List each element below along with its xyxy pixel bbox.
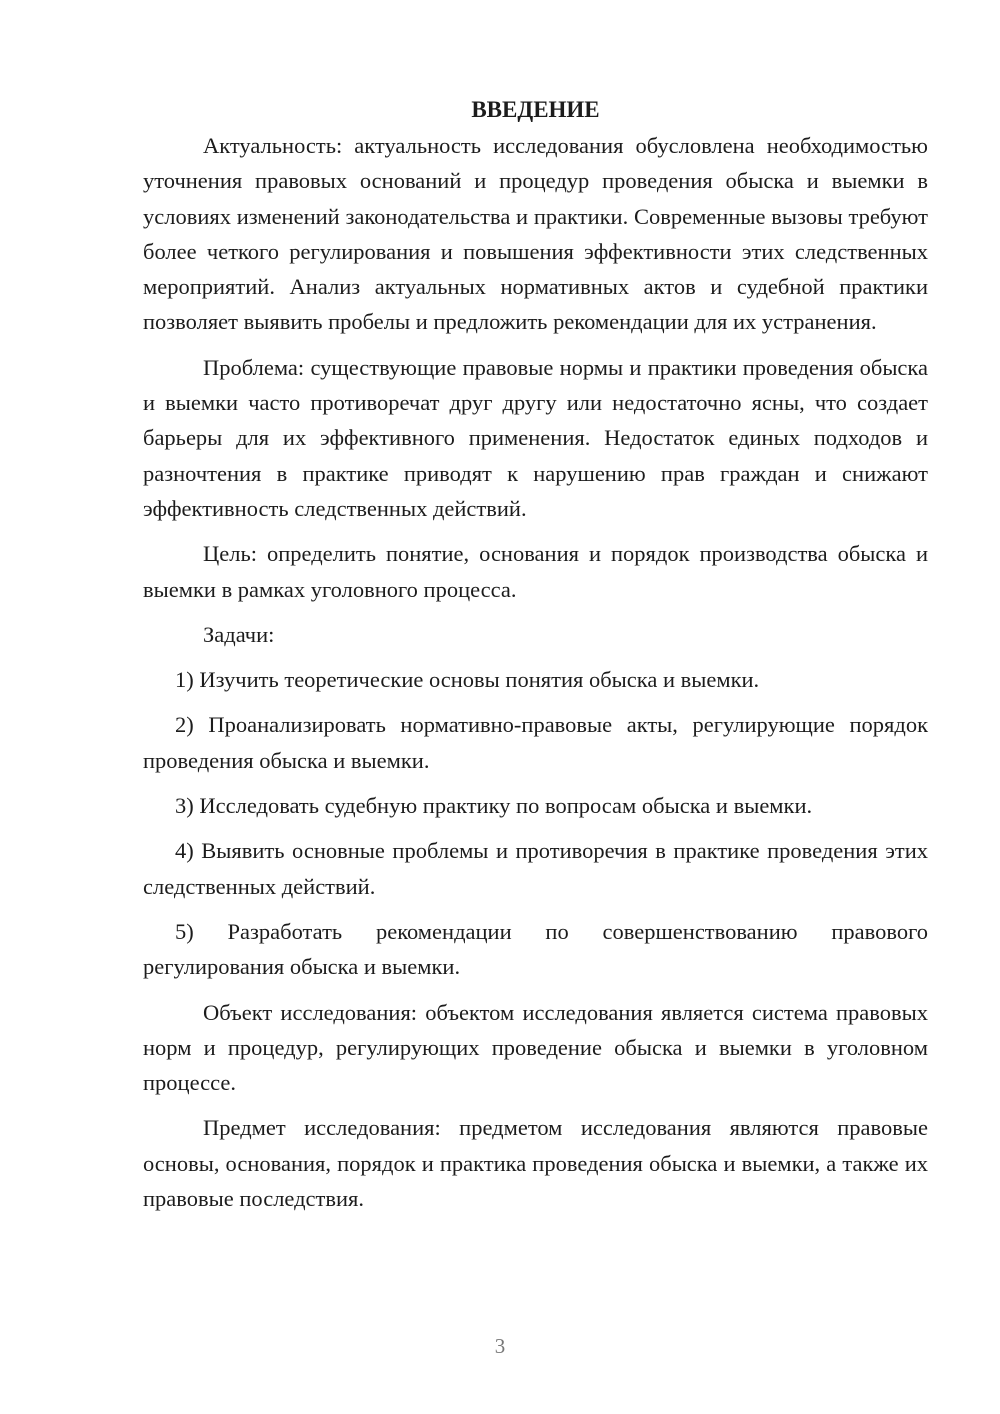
paragraph-relevance: Актуальность: актуальность исследования обусловлена необходимостью уточнения правовых оснований и процедур проведения обыска и выемки в условиях изменений законодательства и практики. Современные вызовы требуют более четкого регулирования и повышения эффективности этих следственных мероприятий. Анализ актуальных нормативных актов и судебной практики позволяет выявить пробелы и предложить рекомендации для их устранения. (143, 133, 928, 335)
spacer (143, 823, 928, 833)
task-item-2: 2) Проанализировать нормативно-правовые акты, регулирующие порядок проведения обыска и выемки. (143, 712, 928, 773)
spacer (143, 985, 928, 995)
spacer (143, 697, 928, 707)
tasks-heading: Задачи: (203, 621, 275, 647)
paragraph-problem: Проблема: существующие правовые нормы и практики проведения обыска и выемки часто противоречат друг другу или недостаточно ясны, что создает барьеры для их эффективного применения. Недостаток единых подходов и разночтения в практике приводят к нарушению прав граждан и снижают эффективность следственных действий. (143, 354, 928, 521)
spacer (143, 607, 928, 617)
spacer (143, 652, 928, 662)
task-item-3: 3) Исследовать судебную практику по вопросам обыска и выемки. (175, 793, 813, 819)
paragraph-subject: Предмет исследования: предметом исследования являются правовые основы, основания, порядок и практика проведения обыска и выемки, а также их правовые последствия. (143, 1115, 928, 1212)
task-item-1: 1) Изучить теоретические основы понятия обыска и выемки. (175, 667, 760, 693)
document-page (143, 92, 928, 1216)
spacer (143, 1100, 928, 1110)
task-item-5: 5) Разработать рекомендации по совершенствованию правового регулирования обыска и выемки. (143, 918, 928, 980)
page-title: ВВЕДЕНИЕ (471, 97, 600, 122)
spacer (143, 778, 928, 788)
paragraph-object: Объект исследования: объектом исследования является система правовых норм и процедур, регулирующих проведение обыска и выемки в уголовном процессе. (143, 999, 928, 1096)
task-item-4: 4) Выявить основные проблемы и противоречия в практике проведения этих следственных действий. (143, 838, 928, 899)
paragraph-goal: Цель: определить понятие, основания и порядок производства обыска и выемки в рамках уголовного процесса. (143, 541, 928, 602)
spacer (143, 340, 928, 350)
spacer (143, 904, 928, 914)
page-number: 3 (494, 1334, 506, 1358)
spacer (143, 526, 928, 536)
